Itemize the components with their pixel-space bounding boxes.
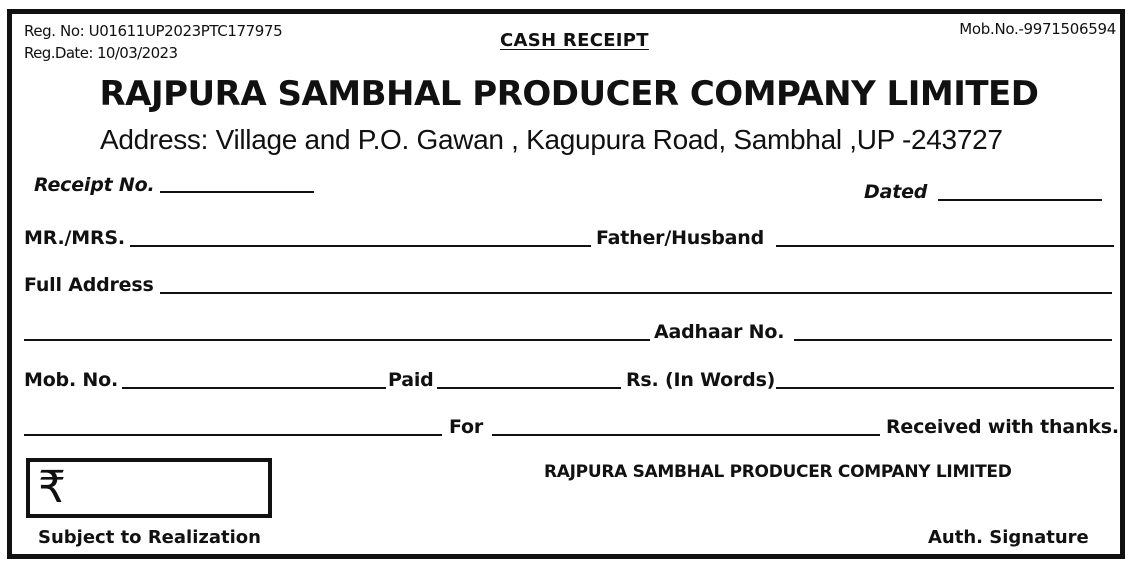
aadhaar-label: Aadhaar No. [654,321,785,343]
father-husband-field[interactable] [776,245,1114,247]
paid-field[interactable] [437,387,621,389]
amount-words-field-line2[interactable] [24,434,442,436]
full-address-label: Full Address [24,274,154,296]
name-field[interactable] [130,245,591,247]
for-field[interactable] [492,434,880,436]
rupee-icon: ₹ [38,462,66,513]
rs-in-words-field[interactable] [776,387,1114,389]
mobile-label: Mob. No. [24,369,118,391]
company-mobile: Mob.No.-9971506594 [959,20,1116,38]
name-label: MR./MRS. [24,227,125,249]
receipt-title: CASH RECEIPT [500,30,649,51]
full-address-field[interactable] [160,292,1112,294]
for-label: For [449,416,484,438]
registration-date: Reg.Date: 10/03/2023 [24,44,178,62]
received-with-thanks: Received with thanks. [886,416,1119,438]
company-name: RAJPURA SAMBHAL PRODUCER COMPANY LIMITED [99,74,1039,114]
dated-label: Dated [864,181,928,203]
paid-label: Paid [388,369,434,391]
full-address-field-line2[interactable] [24,339,650,341]
mobile-field[interactable] [122,387,386,389]
subject-to-realization: Subject to Realization [38,527,261,548]
receipt-no-field[interactable] [160,191,314,193]
receipt-no-label: Receipt No. [34,174,155,196]
aadhaar-field[interactable] [794,339,1112,341]
father-husband-label: Father/Husband [596,227,764,249]
registration-number: Reg. No: U01611UP2023PTC177975 [24,22,283,40]
dated-field[interactable] [938,199,1102,201]
company-address: Address: Village and P.O. Gawan , Kagupura Road, Sambhal ,UP -243727 [100,124,1003,155]
auth-signature-label: Auth. Signature [928,527,1089,548]
amount-box[interactable] [26,458,272,518]
signatory-company-name: RAJPURA SAMBHAL PRODUCER COMPANY LIMITED [544,462,1012,482]
rs-in-words-label: Rs. (In Words) [626,369,776,391]
